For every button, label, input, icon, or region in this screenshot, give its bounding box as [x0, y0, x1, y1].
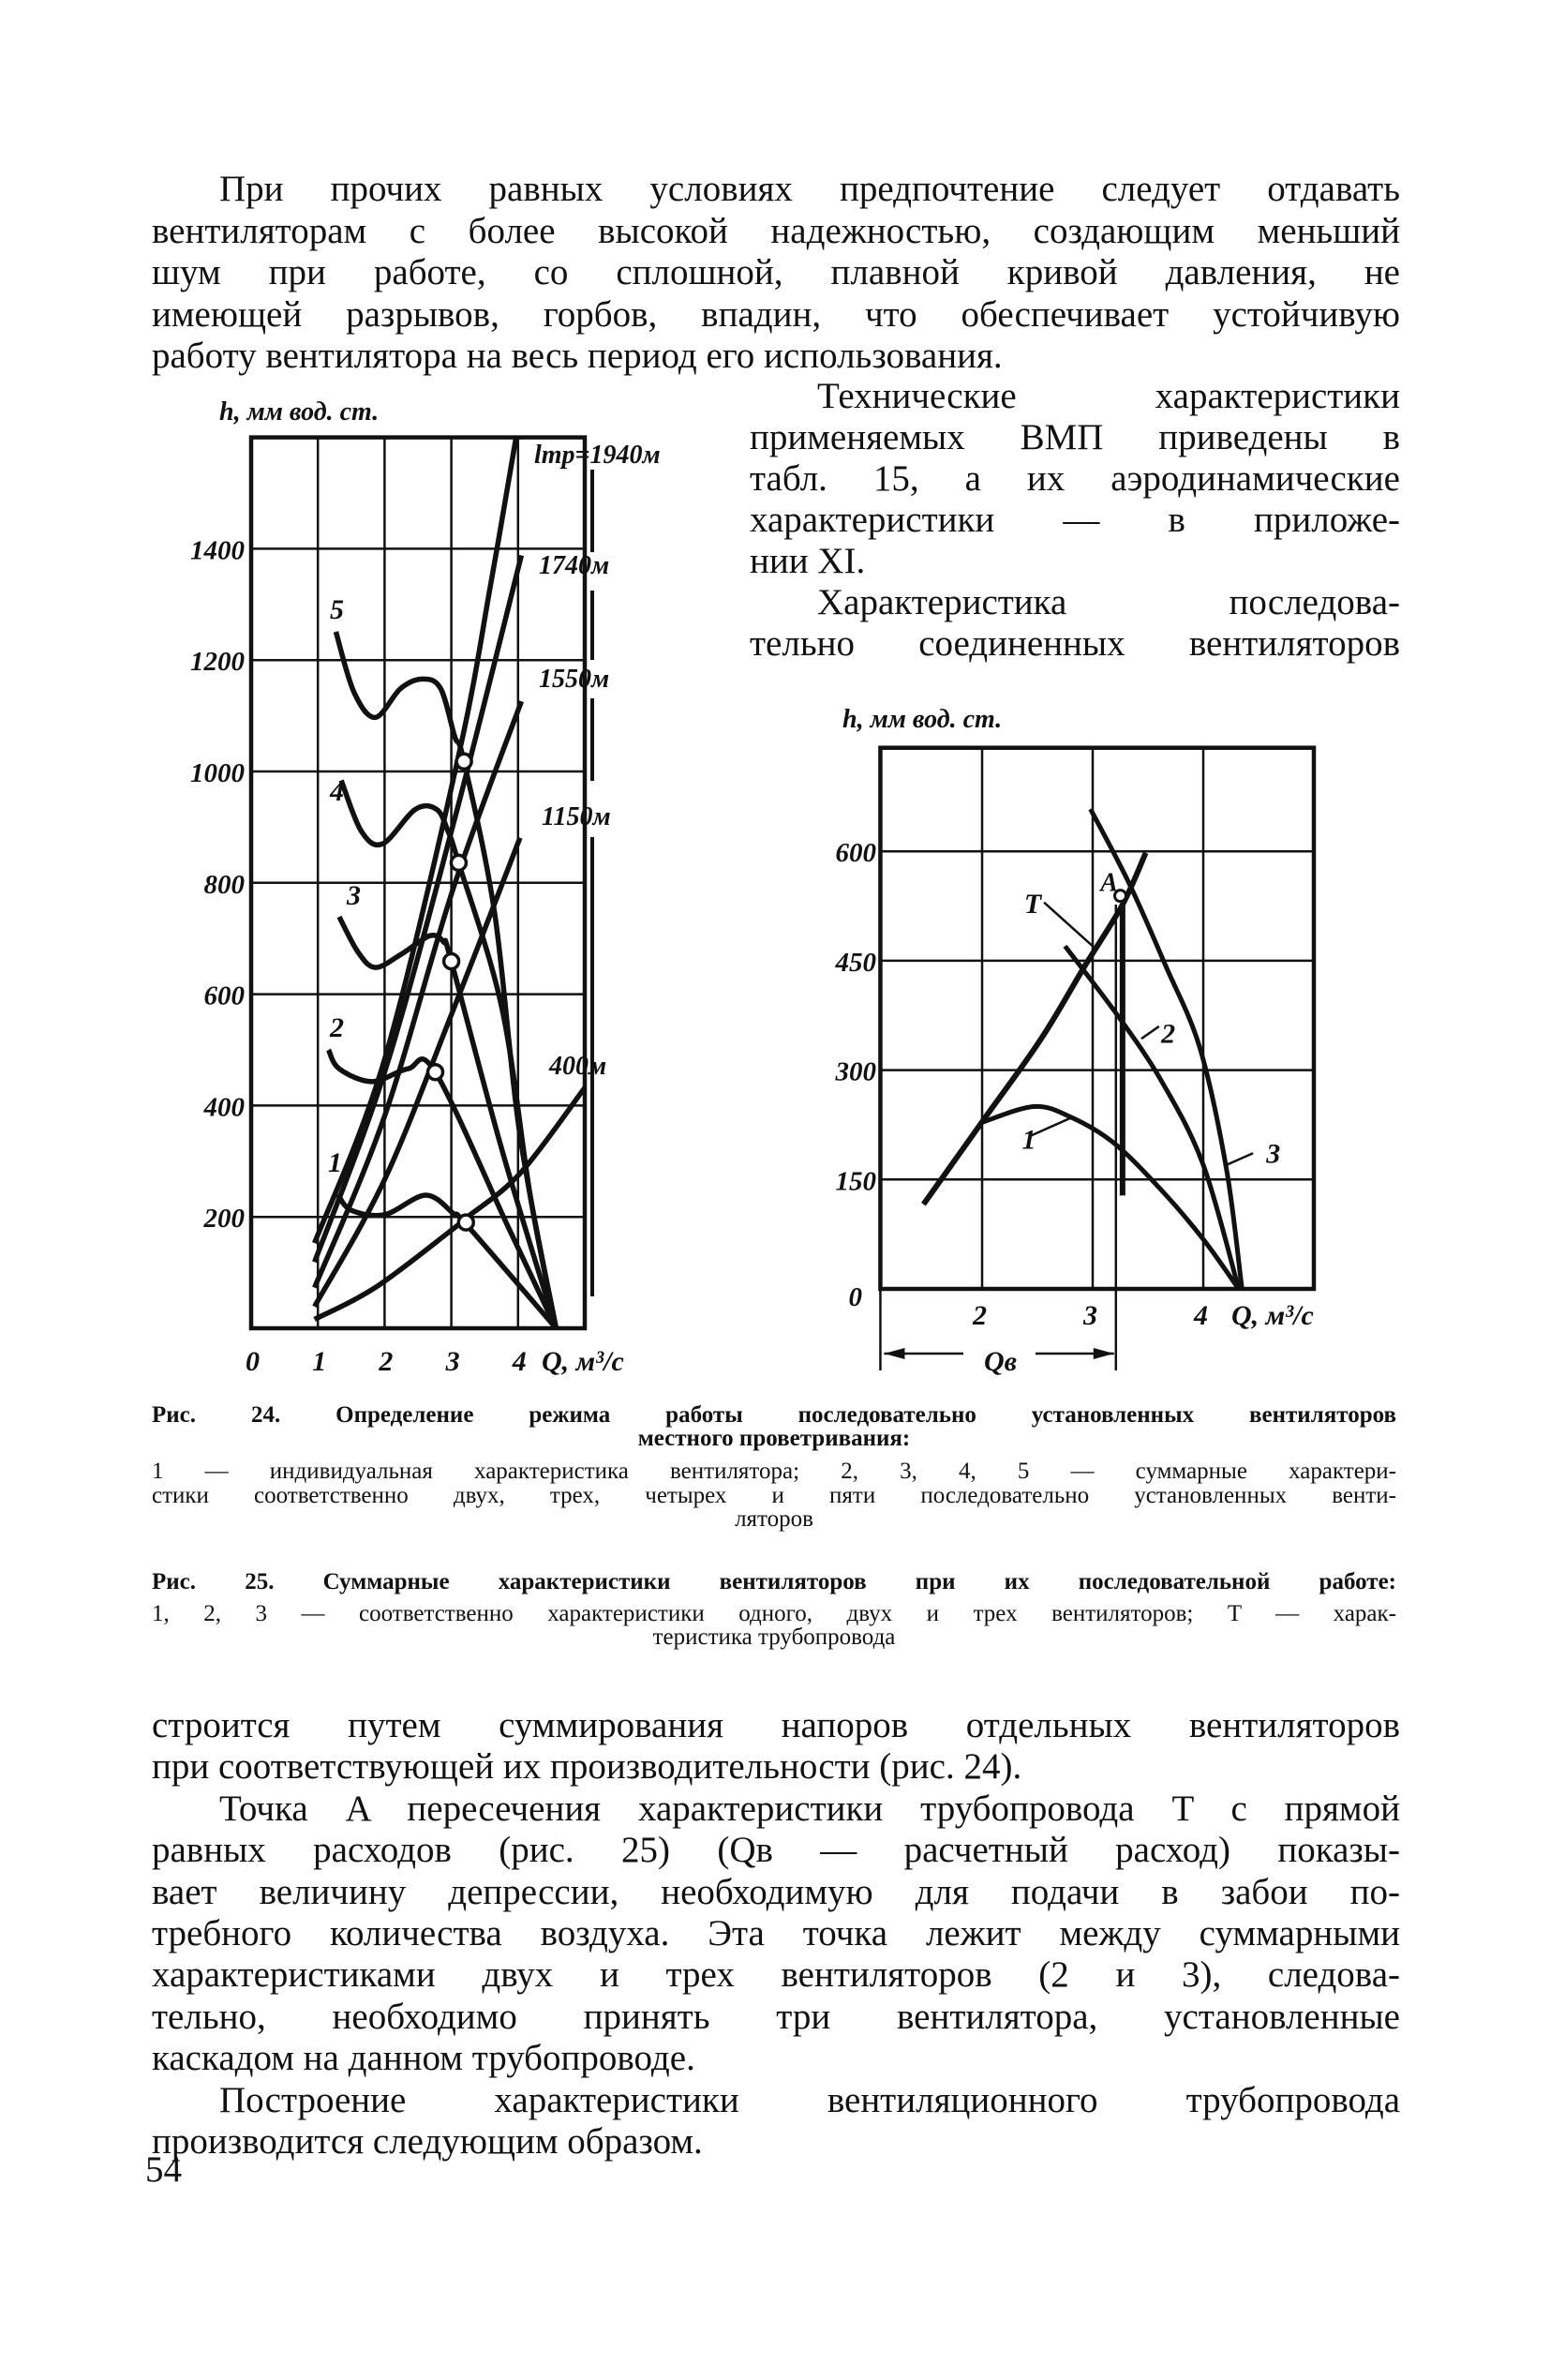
- text-line: шум при работе, со сплошной, плавной кривой давления, не: [152, 252, 1400, 293]
- text-line: табл. 15, а их аэродинамические: [750, 458, 1400, 499]
- series-label: 2: [1161, 1018, 1176, 1050]
- figure-24-chart: [190, 397, 661, 1377]
- pipeline-label: 1550м: [539, 665, 610, 694]
- label-leader-line: [1031, 1117, 1072, 1135]
- caption-title-line: Рис. 24. Определение режима работы последовательно установленных вентиляторов: [152, 1402, 1396, 1428]
- text-line: требного количества воздуха. Эта точка лежит между суммарными: [152, 1913, 1400, 1954]
- plot-border: [880, 748, 1314, 1289]
- text-line: нии XI.: [750, 541, 866, 581]
- y-tick-label: 400: [203, 1092, 245, 1123]
- y-tick-label: 1000: [190, 758, 245, 788]
- y-tick-label: 450: [835, 947, 876, 978]
- point-a-label: A: [1100, 868, 1118, 898]
- figure-25-chart: [835, 705, 1315, 1377]
- y-tick-label: 800: [203, 869, 245, 900]
- x-tick-label: 3: [1083, 1300, 1097, 1331]
- pipeline-label: 400м: [549, 1052, 607, 1081]
- caption-desc-line: 1, 2, 3 — соответственно характеристики одного, двух и трех вентиляторов; T — харак-: [152, 1601, 1396, 1626]
- y-tick-label: 300: [835, 1056, 876, 1087]
- series-label: 1: [1021, 1124, 1036, 1156]
- series-label: T: [1023, 889, 1042, 921]
- text-line: имеющей разрывов, горбов, впадин, что обеспечивает устойчивую: [152, 293, 1400, 335]
- caption-desc-line: ляторов: [735, 1506, 813, 1532]
- text-line: строится путем суммирования напоров отдельных вентиляторов: [152, 1705, 1400, 1745]
- caption-fig25-legend: [152, 1602, 1396, 1649]
- series-label: 3: [1266, 1138, 1281, 1170]
- text-line: Технические характеристики: [817, 376, 1400, 416]
- pipeline-label: 1150м: [542, 802, 611, 831]
- text-line: работу вентилятора на весь период его использования.: [152, 336, 1003, 377]
- fan-curve-label: 5: [330, 594, 344, 625]
- y-axis-label: h, мм вод. ст.: [219, 397, 380, 427]
- page-number: 54: [145, 2149, 182, 2190]
- pipeline-label: lтр=1940м: [534, 441, 661, 470]
- fan-curve-label: 2: [330, 1012, 344, 1043]
- text-line: Построение характеристики вентиляционного трубопровода: [219, 2079, 1400, 2120]
- caption-title-line: Рис. 25. Суммарные характеристики вентиляторов при их последовательной работе:: [152, 1569, 1396, 1594]
- text-line: применяемых ВМП приведены в: [750, 417, 1400, 457]
- caption-fig25: [152, 1570, 1396, 1594]
- y-tick-label: 150: [835, 1166, 876, 1197]
- text-line: Характеристика последова-: [817, 582, 1400, 622]
- x-tick-label: 3: [445, 1346, 460, 1377]
- fan-curve-label: 1: [328, 1147, 342, 1178]
- y-tick-label: 600: [203, 980, 245, 1011]
- x-tick-label: 2: [379, 1346, 394, 1377]
- text-line: Точка A пересечения характеристики трубопровода T с прямой: [219, 1788, 1400, 1829]
- pipeline-curve-4: [315, 438, 516, 1244]
- design-flow-label: Qв: [984, 1346, 1018, 1377]
- x-axis-label: Q, м³/с: [542, 1346, 624, 1377]
- text-line: при соответствующей их производительности (рис. 24).: [152, 1746, 1022, 1788]
- series-curve-2: [1066, 946, 1239, 1289]
- text-line: равных расходов (рис. 25) (Qв — расчетный расход) показы-: [152, 1830, 1400, 1871]
- bottom-text: [152, 1705, 1400, 2163]
- y-axis-label: h, мм вод. ст.: [842, 705, 1003, 734]
- caption-title-line: местного проветривания:: [637, 1426, 911, 1451]
- pipeline-label: 1740м: [539, 551, 610, 580]
- caption-desc-line: 1 — индивидуальная характеристика вентилятора; 2, 3, 4, 5 — суммарные характери-: [152, 1459, 1396, 1484]
- y-tick-label: 200: [203, 1204, 245, 1235]
- operating-point: [428, 1065, 443, 1080]
- x-tick-label: 0: [246, 1346, 260, 1377]
- label-leader-line: [1227, 1153, 1253, 1164]
- text-line: тельно соединенных вентиляторов: [750, 623, 1400, 664]
- fan-curve-label: 4: [330, 776, 344, 807]
- fan-curve-label: 3: [347, 880, 361, 911]
- x-tick-label: 4: [512, 1346, 527, 1377]
- operating-point: [456, 754, 471, 769]
- arrowhead-left-icon: [884, 1348, 904, 1359]
- y-tick-label: 1400: [190, 535, 245, 566]
- caption-desc-line: стики соответственно двух, трех, четырех и пяти последовательно установленных венти-: [152, 1482, 1396, 1508]
- operating-point: [444, 954, 459, 969]
- x-tick-label: 4: [1194, 1300, 1208, 1331]
- y-tick-label: 1200: [190, 647, 245, 678]
- text-line: вает величину депрессии, необходимую для подачи в забои по-: [152, 1871, 1400, 1912]
- text-line: характеристиками двух и трех вентиляторов (2 и 3), следова-: [152, 1954, 1400, 1996]
- caption-fig24: [152, 1403, 1396, 1450]
- fan-curve-4: [341, 781, 556, 1328]
- label-leader-line: [1044, 903, 1093, 947]
- text-line: производится следующим образом.: [152, 2121, 703, 2163]
- x-tick-label: 2: [973, 1300, 987, 1331]
- caption-desc-line: теристика трубопровода: [652, 1624, 896, 1650]
- y-tick-label: 0: [848, 1282, 862, 1312]
- x-tick-label: 1: [312, 1346, 327, 1377]
- caption-fig24-legend: [152, 1459, 1396, 1532]
- text-line: характеристики — в приложе-: [750, 500, 1400, 540]
- text-line: каскадом на данном трубопроводе.: [152, 2038, 695, 2079]
- fan-curve-3: [339, 917, 556, 1328]
- text-line: тельно, необходимо принять три вентилятора, установленные: [152, 1996, 1400, 2037]
- operating-point: [458, 1215, 473, 1230]
- arrowhead-right-icon: [1094, 1348, 1114, 1359]
- x-axis-label: Q, м³/с: [1231, 1300, 1314, 1331]
- text-line: При прочих равных условиях предпочтение следует отдавать: [219, 169, 1400, 209]
- text-line: вентиляторам с более высокой надежностью, создающим меньший: [152, 210, 1400, 251]
- y-tick-label: 600: [835, 838, 876, 869]
- operating-point: [451, 855, 466, 870]
- label-leader-line: [1141, 1026, 1159, 1039]
